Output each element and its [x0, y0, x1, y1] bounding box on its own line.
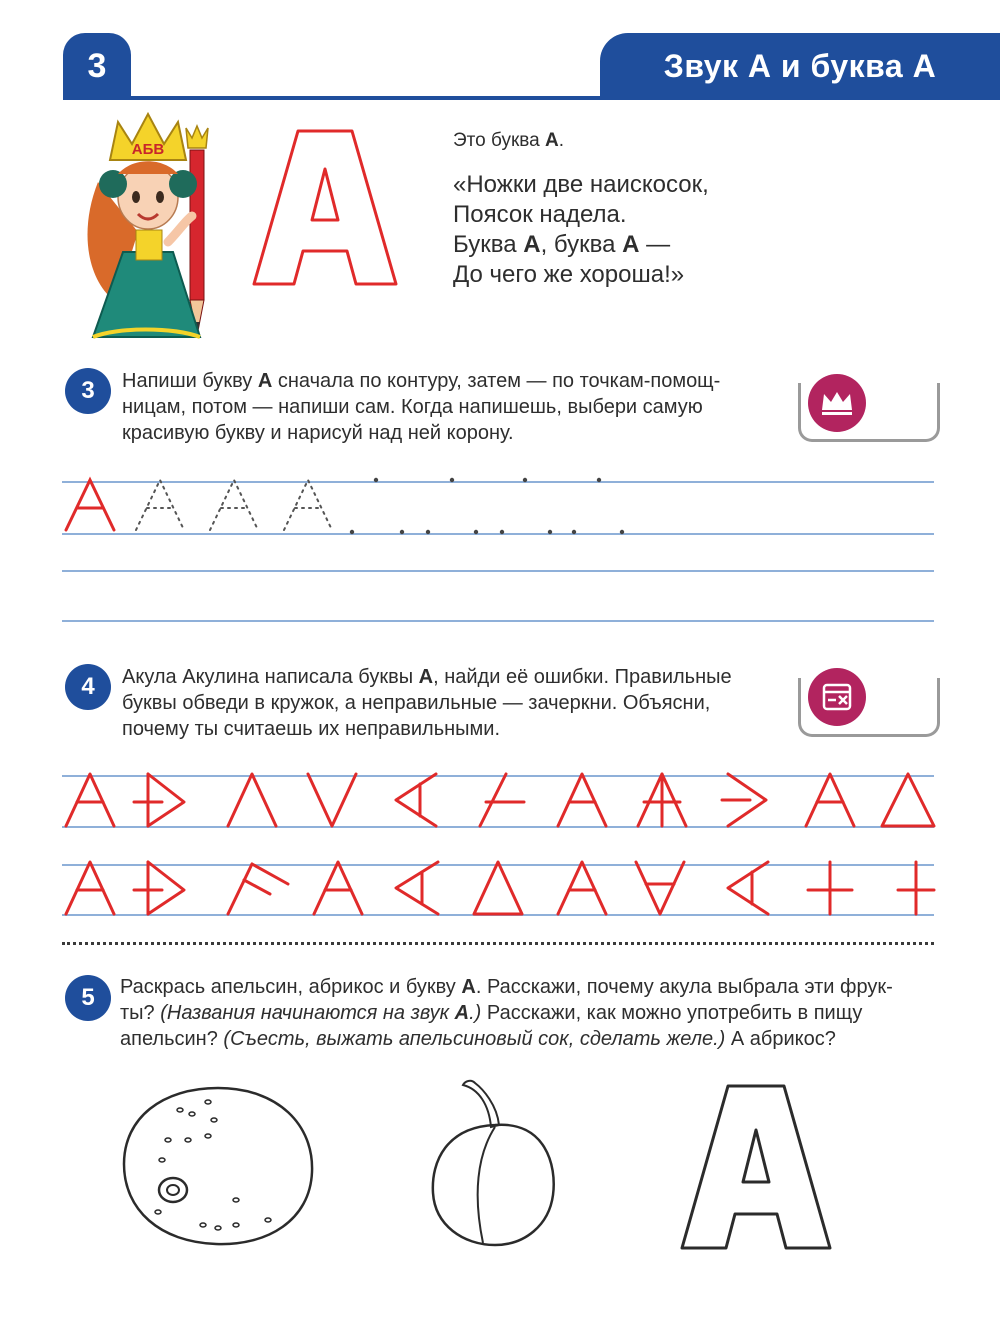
cross-out-icon — [808, 668, 866, 726]
letter-variant[interactable] — [722, 774, 766, 826]
task-3-number: 3 — [81, 377, 95, 404]
task-5-line-2-c: А — [454, 1002, 470, 1024]
task-5-line-1-b: А — [461, 976, 476, 998]
task-5-instructions — [120, 974, 935, 1052]
cross-out-glyph — [821, 682, 853, 712]
task-3-line-3: красивую букву и нарисуй над ней корону. — [122, 422, 514, 444]
letter-variant[interactable] — [134, 774, 184, 826]
intro-caption-letter: А — [545, 130, 559, 151]
task-3-instructions — [122, 368, 770, 446]
task-5-line-2-e: Расскажи, как можно употребить в пищу — [481, 1002, 863, 1024]
poem-line-1: «Ножки две наискосок, — [453, 171, 709, 198]
task-5-line-1-c: . Расскажи, почему акула выбрала эти фрук- — [475, 976, 893, 998]
letter-variant[interactable] — [66, 774, 114, 826]
orange-coloring-outline[interactable] — [118, 1080, 318, 1250]
crown-illustration — [110, 114, 186, 160]
page-title-label: Звук А и буква А — [663, 47, 937, 84]
intro-caption — [453, 126, 564, 156]
ruling-line — [62, 570, 934, 572]
task-3-line-1-c: сначала по контуру, затем — по точкам-помощ- — [272, 370, 721, 392]
dotted-letter-a — [136, 480, 332, 530]
letter-a-coloring-outline[interactable] — [680, 1082, 832, 1252]
poem-line-3-e: — — [639, 231, 671, 258]
letter-variant[interactable] — [806, 774, 854, 826]
page-number — [63, 33, 131, 99]
intro-caption-prefix: Это буква — [453, 130, 545, 151]
task-3-line-1 — [122, 368, 770, 394]
task-5-line-2-b: (Названия начинаются на звук — [160, 1002, 455, 1024]
crown-icon — [808, 374, 866, 432]
letter-variant[interactable] — [558, 862, 606, 914]
letter-variant[interactable] — [314, 862, 362, 914]
task-5-number: 5 — [81, 984, 95, 1011]
letter-variant[interactable] — [228, 864, 288, 914]
intro-caption-suffix: . — [558, 130, 565, 151]
task-5-line-1-a: Раскрась апельсин, абрикос и букву — [120, 976, 462, 998]
task-5-line-2 — [120, 1000, 935, 1026]
crown-letters: АБВ — [131, 141, 165, 158]
letter-variant[interactable] — [396, 774, 436, 826]
task-5-line-2-a: ты? — [120, 1002, 161, 1024]
poem-line-3-d: А — [622, 231, 640, 258]
task-4-line-1-c: , найди её ошибки. Правильные — [433, 666, 732, 688]
big-letter-a — [250, 125, 400, 290]
intro-poem — [453, 170, 709, 290]
traced-letter-a — [66, 480, 114, 530]
poem-line-3-c: , буква — [540, 231, 623, 258]
letter-variants-row-1[interactable] — [62, 770, 942, 832]
letter-variant[interactable] — [808, 862, 852, 914]
letter-variant[interactable] — [480, 774, 524, 826]
poem-line-3-a: Буква — [453, 231, 524, 258]
task-5-line-3-a: апельсин? — [120, 1028, 224, 1050]
task-5-line-3-b: (Съесть, выжать апельсиновый сок, сделать желе.) — [223, 1028, 726, 1050]
dotted-separator — [62, 942, 934, 945]
task-5-line-1 — [120, 974, 935, 1000]
task-4-line-3: почему ты считаешь их неправильными. — [122, 718, 501, 740]
task-5-line-3 — [120, 1026, 935, 1052]
page-title — [600, 33, 1000, 99]
letter-variant[interactable] — [396, 862, 438, 914]
poem-line-2: Поясок надела. — [453, 201, 627, 228]
letter-variant[interactable] — [638, 774, 686, 826]
task-3-line-2: ницам, потом — напиши сам. Когда напишешь, выбери самую — [122, 396, 703, 418]
ruling-line — [62, 620, 934, 622]
letter-variant[interactable] — [66, 862, 114, 914]
task-5-line-3-c: А абрикос? — [725, 1028, 836, 1050]
letter-variant[interactable] — [474, 862, 522, 914]
task-4-badge — [65, 664, 111, 710]
princess-illustration — [78, 112, 228, 342]
task-4-number: 4 — [81, 673, 95, 700]
letter-variant[interactable] — [728, 862, 768, 914]
task-4-line-1-a: Акула Акулина написала буквы — [122, 666, 419, 688]
letter-variant[interactable] — [308, 774, 356, 826]
task-4-instructions — [122, 664, 770, 742]
task-5-badge — [65, 975, 111, 1021]
letter-variants-row-2[interactable] — [62, 858, 942, 920]
task-3-line-1-a: Напиши букву — [122, 370, 258, 392]
crown-glyph — [820, 390, 854, 416]
letter-variant[interactable] — [636, 862, 684, 914]
task-5-line-2-d: .) — [469, 1002, 482, 1024]
letter-variant[interactable] — [228, 774, 276, 826]
letter-variant[interactable] — [898, 862, 934, 914]
task-4-line-1-b: А — [418, 666, 434, 688]
page-number-label: 3 — [87, 46, 107, 85]
task-3-line-1-b: А — [257, 370, 273, 392]
writing-practice-row[interactable] — [62, 470, 662, 545]
task-4-line-1 — [122, 664, 770, 690]
poem-line-4: До чего же хороша!» — [453, 261, 685, 288]
poem-line-3 — [453, 230, 709, 260]
helper-dots — [350, 478, 624, 534]
task-3-badge — [65, 368, 111, 414]
apricot-coloring-outline[interactable] — [425, 1075, 565, 1250]
letter-variant[interactable] — [134, 862, 184, 914]
letter-variant[interactable] — [882, 774, 934, 826]
task-4-line-2: буквы обведи в кружок, а неправильные — зачеркни. Объясни, — [122, 692, 711, 714]
letter-variant[interactable] — [558, 774, 606, 826]
poem-line-3-b: А — [523, 231, 541, 258]
